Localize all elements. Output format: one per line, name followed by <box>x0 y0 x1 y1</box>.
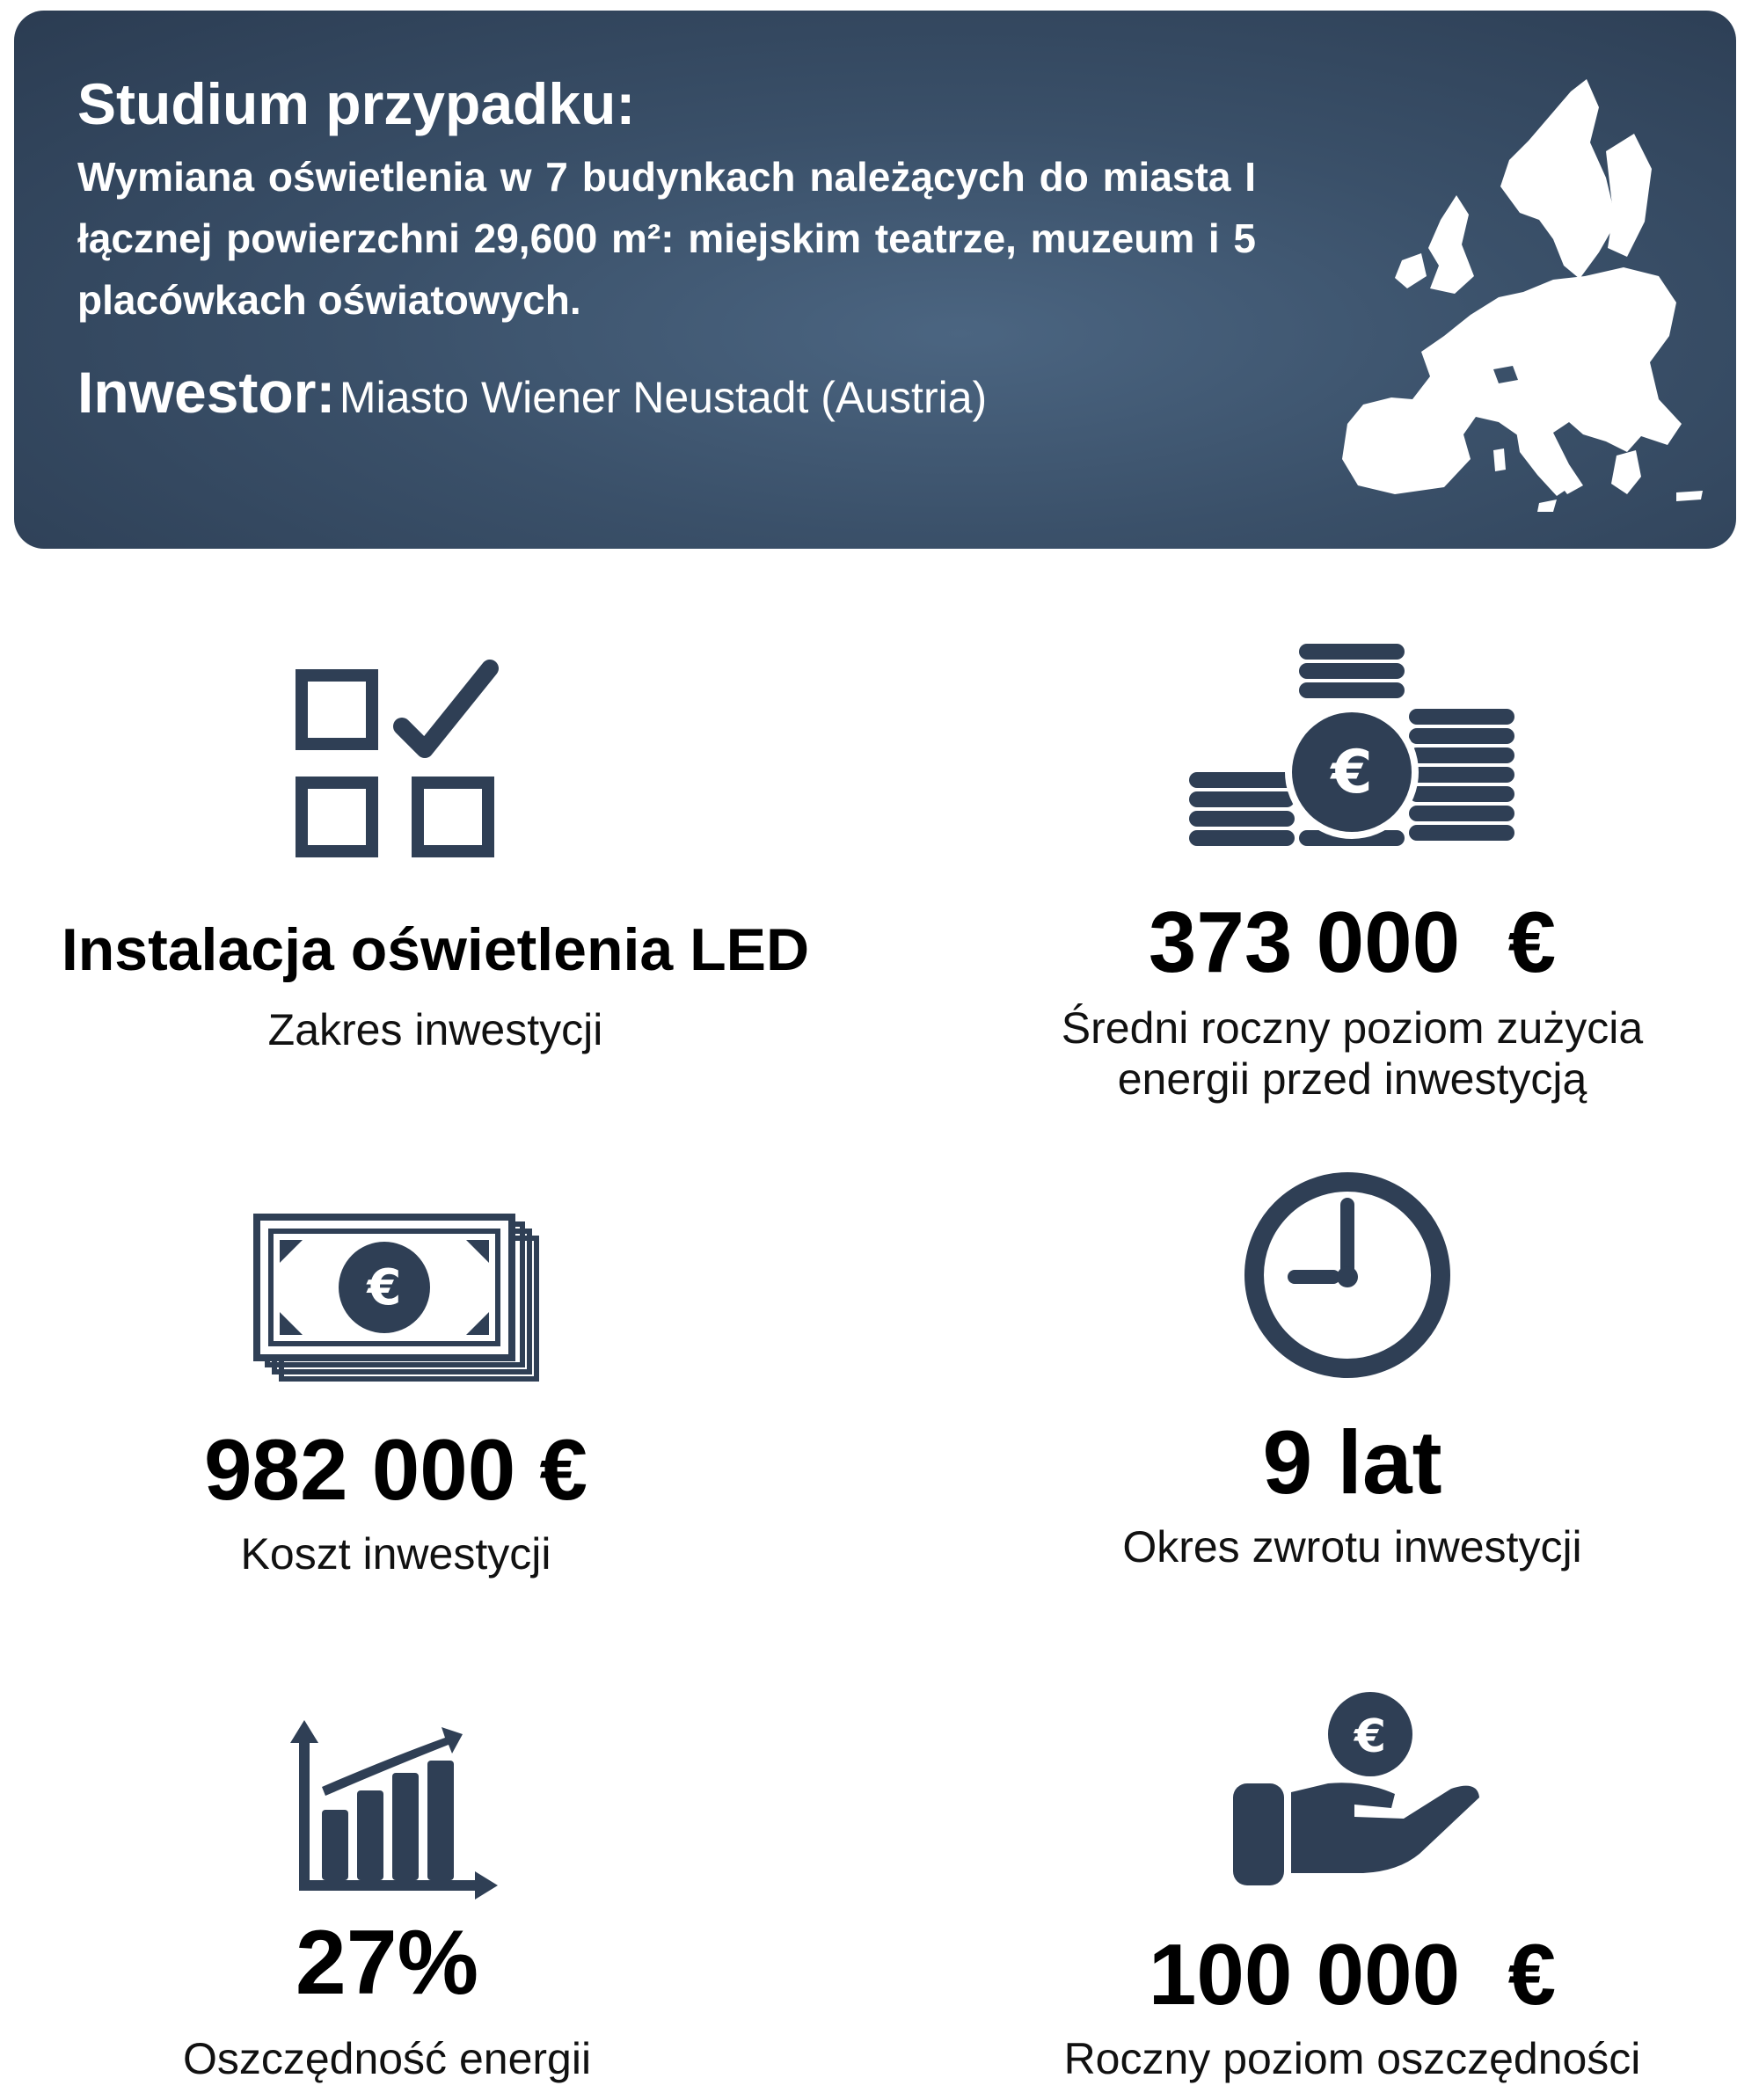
savings-annual-value: 100 000 € <box>1148 1926 1557 2023</box>
banner-description: Wymiana oświetlenia w 7 budynkach należących do miasta I łącznej powierzchni 29,600 m²: miejskim teatrze, muzeum i 5 placówkach oświatowych. <box>77 154 1256 323</box>
investor-line <box>77 361 987 425</box>
cost-value: 982 000 € <box>204 1421 588 1518</box>
cost-label: Koszt inwestycji <box>240 1529 551 1579</box>
clock-icon <box>1242 1170 1453 1381</box>
savings-percent-value: 27% <box>295 1912 479 2014</box>
scope-label: Zakres inwestycji <box>267 1005 603 1054</box>
case-study-banner <box>14 11 1736 549</box>
svg-text:€: € <box>367 1259 402 1316</box>
consumption-label-line1: Średni roczny poziom zużycia <box>1061 1003 1644 1053</box>
investor-label: Inwestor: <box>77 360 336 425</box>
svg-text:€: € <box>1354 1710 1387 1763</box>
investor-value: Miasto Wiener Neustadt (Austria) <box>339 373 988 422</box>
banner-title: Studium przypadku: <box>77 71 636 136</box>
payback-label: Okres zwrotu inwestycji <box>1122 1522 1582 1571</box>
savings-annual-label: Roczny poziom oszczędności <box>1063 2034 1641 2083</box>
banknotes-euro-icon <box>253 1214 548 1389</box>
consumption-value: 373 000 € <box>1148 893 1557 990</box>
svg-text:€: € <box>1331 738 1373 807</box>
coin-stack-euro-icon <box>1187 642 1517 857</box>
savings-percent-label: Oszczędność energii <box>182 2034 592 2083</box>
growth-chart-icon <box>281 1715 501 1899</box>
checklist-icon <box>295 660 506 862</box>
hand-euro-coin-icon <box>1231 1688 1486 1886</box>
payback-value: 9 lat <box>1262 1412 1442 1513</box>
europe-map-icon <box>1289 72 1729 529</box>
consumption-label-line2: energii przed inwestycją <box>1117 1054 1587 1104</box>
scope-value: Instalacja oświetlenia LED <box>61 916 810 983</box>
